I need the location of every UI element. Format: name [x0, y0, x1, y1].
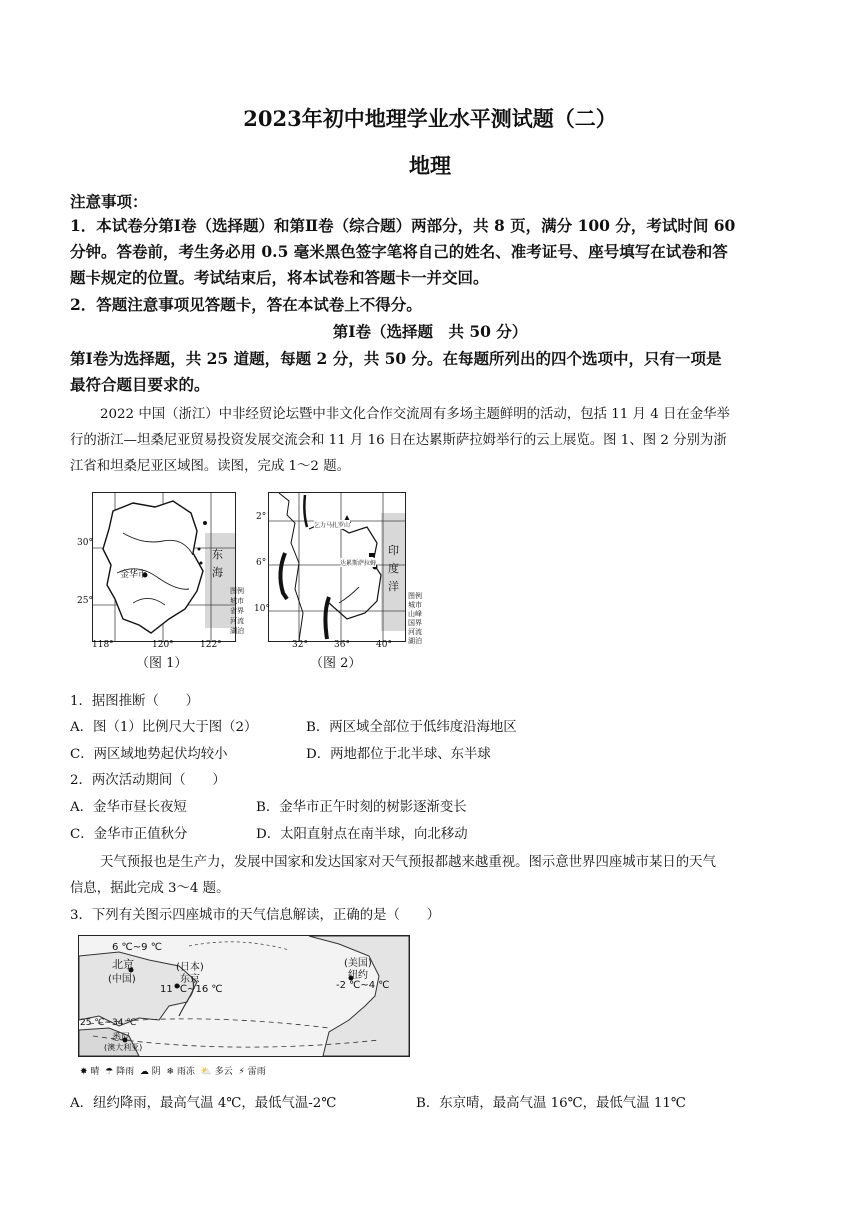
sydney-country: (澳大利亚)	[104, 1043, 143, 1052]
fig1-lon-122: 122°	[200, 640, 222, 650]
q2-option-a: A．金华市昼长夜短	[70, 800, 187, 815]
tokyo-temp: 11 ℃~16 ℃	[160, 984, 223, 995]
fig2-legend	[408, 592, 422, 646]
passage2-line1: 天气预报也是生产力，发展中国家和发达国家对天气预报都越来越重视。图示意世界四座城市某日的天气	[100, 855, 716, 870]
cloudy-icon: ⛅	[200, 1067, 212, 1077]
legend-sunny: 晴	[90, 1067, 100, 1077]
figure2-caption: （图 2）	[310, 656, 362, 671]
beijing-country: (中国)	[108, 974, 136, 985]
fig1-legend-province-border: 省界	[230, 607, 244, 615]
tokyo-name: 东京	[180, 974, 200, 985]
rain-icon: ☂	[105, 1067, 114, 1077]
notes-item1-line3: 题卡规定的位置。考试结束后，将本试卷和答题卡一并交回。	[70, 268, 489, 287]
passage1-line3: 江省和坦桑尼亚区域图。读图，完成 1～2 题。	[70, 459, 350, 474]
fig1-lon-118: 118°	[92, 640, 114, 650]
part1-heading: 第Ⅰ卷（选择题 共 50 分）	[332, 322, 528, 341]
sunny-icon: ✸	[80, 1067, 88, 1077]
q1-option-c: C．两区域地势起伏均较小	[70, 747, 228, 762]
fig1-city-label: 金华市	[120, 570, 148, 580]
legend-overcast: 阴	[151, 1067, 161, 1077]
fig2-lon-32: 32°	[292, 640, 308, 650]
kilimanjaro-label: 乞力马扎罗山	[314, 522, 351, 529]
notes-heading: 注意事项：	[70, 192, 148, 211]
weather-legend	[80, 1064, 266, 1077]
fig2-legend-river: 河流	[408, 628, 422, 636]
passage1-line1: 2022 中国（浙江）中非经贸论坛暨中非文化合作交流周有多场主题鲜明的活动，包括 11 月 4 日在金华举	[100, 407, 730, 422]
figure2-svg	[269, 493, 405, 641]
tokyo-country: (日本)	[176, 962, 204, 973]
exam-title: 2023年初中地理学业水平测试题（二）	[243, 106, 617, 131]
passage2-line2: 信息，据此完成 3～4 题。	[70, 881, 230, 896]
fig2-lat-10: 10°	[254, 604, 270, 614]
q3-option-b: B．东京晴，最高气温 16℃，最低气温 11℃	[416, 1096, 686, 1111]
fig1-lon-120: 120°	[152, 640, 174, 650]
beijing-name: 北京	[112, 958, 134, 971]
fig2-legend-lake: 湖泊	[408, 637, 422, 645]
newyork-name: 纽约	[348, 970, 368, 981]
fig2-ocean-label-1: 印	[388, 544, 399, 557]
freezing-rain-icon: ❄	[166, 1067, 175, 1077]
fig2-lat-2: 2°	[256, 512, 267, 522]
figure2-tanzania-map	[268, 492, 406, 642]
fig1-legend-river: 河流	[230, 617, 244, 625]
notes-item2: 2．答题注意事项见答题卡，答在本试卷上不得分。	[70, 295, 422, 314]
sydney-name: 悉尼	[112, 1033, 131, 1043]
passage1-line2: 行的浙江—坦桑尼亚贸易投资发展交流会和 11 月 16 日在达累斯萨拉姆举行的云上展览。图 1、图 2 分别为浙	[70, 433, 727, 448]
fig1-sea-label-1: 东	[212, 548, 223, 561]
fig1-lat-30: 30°	[77, 538, 93, 548]
q1-option-a: A．图（1）比例尺大于图（2）	[70, 720, 258, 735]
part1-instruction-line1: 第Ⅰ卷为选择题，共 25 道题，每题 2 分，共 50 分。在每题所列出的四个选项中，只有一项是	[70, 349, 722, 368]
q2-option-c: C．金华市正值秋分	[70, 827, 188, 842]
legend-thunderstorm: 雷雨	[247, 1067, 266, 1077]
fig1-legend-title: 图例	[230, 587, 244, 595]
figure1-caption: （图 1）	[136, 656, 188, 671]
fig1-legend-lake: 湖泊	[230, 627, 244, 635]
fig1-legend	[230, 586, 244, 636]
thunderstorm-icon: ⚡	[238, 1067, 245, 1077]
fig2-ocean-label-2: 度	[388, 562, 399, 575]
legend-freezing-rain: 雨冻	[176, 1067, 195, 1077]
q3-option-a: A．纽约降雨，最高气温 4℃，最低气温-2℃	[70, 1096, 337, 1111]
newyork-country: (美国)	[344, 958, 372, 969]
overcast-icon: ☁	[139, 1067, 149, 1077]
q1-option-b: B．两区域全部位于低纬度沿海地区	[306, 720, 517, 735]
fig2-ocean-label-3: 洋	[388, 580, 399, 593]
beijing-temp: 6 ℃~9 ℃	[112, 942, 162, 953]
fig2-lat-6: 6°	[256, 558, 267, 568]
legend-cloudy: 多云	[214, 1067, 233, 1077]
fig2-legend-peak: 山峰	[408, 610, 422, 618]
fig1-legend-city: 城市	[230, 597, 244, 605]
q2-stem: 2．两次活动期间（ ）	[70, 773, 226, 788]
q3-stem: 3．下列有关图示四座城市的天气信息解读，正确的是（ ）	[70, 908, 441, 923]
notes-item1-line1: 1．本试卷分第Ⅰ卷（选择题）和第Ⅱ卷（综合题）两部分，共 8 页，满分 100 分，考试时间 60	[70, 216, 736, 235]
newyork-temp: -2 ℃~4 ℃	[336, 980, 390, 991]
fig2-lon-40: 40°	[376, 640, 392, 650]
fig2-legend-border: 国界	[408, 619, 422, 627]
part1-instruction-line2: 最符合题目要求的。	[70, 375, 210, 394]
legend-rain: 降雨	[116, 1067, 135, 1077]
fig1-lat-25: 25°	[77, 596, 93, 606]
q1-option-d: D．两地都位于北半球、东半球	[306, 747, 491, 762]
sydney-temp: 25 ℃~34 ℃	[80, 1018, 137, 1028]
fig2-legend-city: 城市	[408, 601, 422, 609]
fig1-sea-label-2: 海	[212, 566, 223, 579]
q2-option-b: B．金华市正午时刻的树影逐渐变长	[256, 800, 467, 815]
notes-item1-line2: 分钟。答卷前，考生务必用 0.5 毫米黑色签字笔将自己的姓名、准考证号、座号填写在试卷和答	[70, 242, 728, 261]
q2-option-d: D．太阳直射点在南半球，向北移动	[256, 827, 468, 842]
fig2-legend-title: 图例	[408, 592, 422, 600]
dar-es-salaam-label: 达累斯萨拉姆	[340, 560, 377, 567]
fig2-lon-36: 36°	[334, 640, 350, 650]
q1-stem: 1．据图推断（ ）	[70, 694, 200, 709]
subject-title: 地理	[409, 153, 451, 178]
